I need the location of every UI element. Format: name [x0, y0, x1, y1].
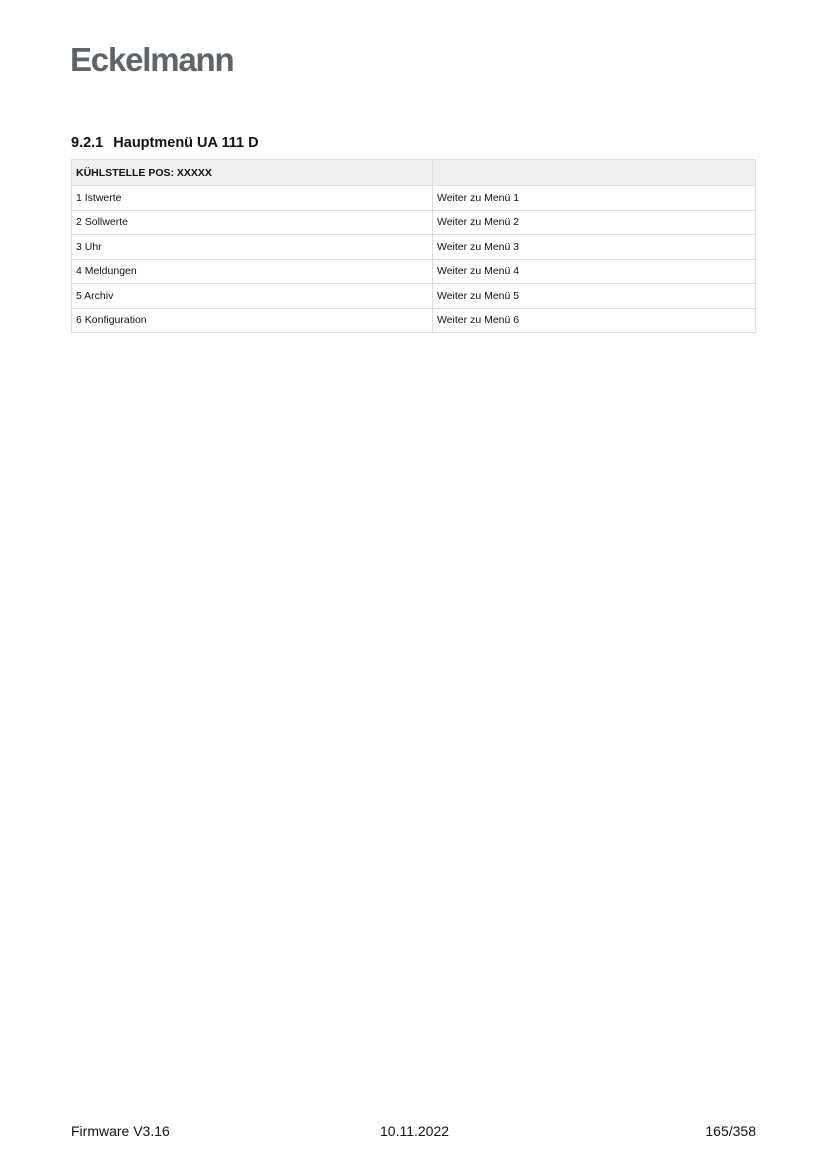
table-row: [72, 259, 756, 284]
menu-item-label: 2 Sollwerte: [72, 210, 433, 235]
table-row: [72, 284, 756, 309]
footer-firmware: Firmware V3.16: [71, 1123, 170, 1139]
table-header-cell: [433, 160, 756, 186]
menu-item-target: Weiter zu Menü 3: [433, 235, 756, 260]
menu-item-label: 1 Istwerte: [72, 186, 433, 211]
table-header-row: [72, 160, 756, 186]
table-row: [72, 210, 756, 235]
table-row: [72, 186, 756, 211]
table-row: [72, 308, 756, 333]
eckelmann-logo: Eckelmann: [70, 41, 234, 78]
section-heading: [71, 133, 259, 153]
table-header-cell: KÜHLSTELLE POS: XXXXX: [72, 160, 433, 186]
main-menu-table: [71, 159, 756, 333]
section-number: 9.2.1: [71, 135, 104, 151]
menu-item-target: Weiter zu Menü 4: [433, 259, 756, 284]
menu-item-target: Weiter zu Menü 2: [433, 210, 756, 235]
menu-item-label: 5 Archiv: [72, 284, 433, 309]
menu-item-label: 3 Uhr: [72, 235, 433, 260]
menu-item-target: Weiter zu Menü 5: [433, 284, 756, 309]
menu-item-label: 6 Konfiguration: [72, 308, 433, 333]
menu-item-label: 4 Meldungen: [72, 259, 433, 284]
footer-page-number: 165/358: [705, 1123, 756, 1139]
footer-date: 10.11.2022: [380, 1123, 450, 1139]
table-row: [72, 235, 756, 260]
menu-item-target: Weiter zu Menü 1: [433, 186, 756, 211]
section-title: Hauptmenü UA 111 D: [113, 135, 259, 151]
menu-item-target: Weiter zu Menü 6: [433, 308, 756, 333]
